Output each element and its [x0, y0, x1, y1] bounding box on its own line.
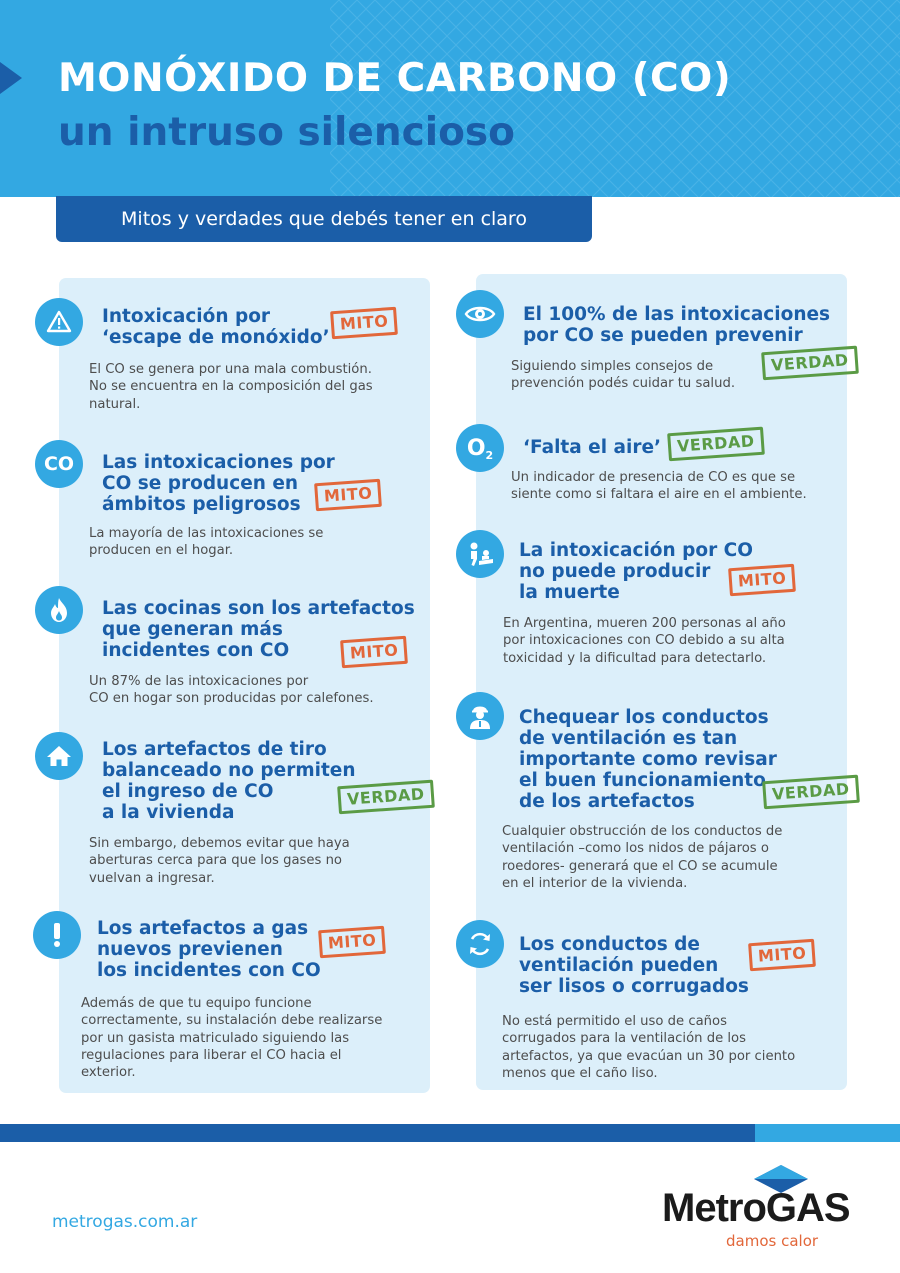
item-title: La intoxicación por CO no puede producir la muerte [519, 540, 753, 603]
item-body: Sin embargo, debemos evitar que haya aberturas cerca para que los gases no vuelvan a ingresar. [89, 836, 350, 886]
item-body: Siguiendo simples consejos de prevención podés cuidar tu salud. [511, 359, 736, 392]
cycle-arrows-icon [456, 920, 504, 968]
mito-stamp: MITO [314, 479, 382, 512]
header-arrow-marker [0, 62, 22, 94]
verdad-stamp: VERDAD [761, 346, 858, 381]
flame-icon [35, 586, 83, 634]
item-title: ‘Falta el aire’ [523, 437, 662, 458]
logo-tagline: damos calor [726, 1232, 819, 1250]
item-body: Cualquier obstrucción de los conductos de ventilación –como los nidos de pájaros o roedores- generará que el CO se acumule en el interior de la vivienda. [502, 824, 783, 891]
item-body: La mayoría de las intoxicaciones se producen en el hogar. [89, 526, 324, 559]
item-title: Chequear los conductos de ventilación es tan importante como revisar el buen funcionamiento de los artefactos [519, 707, 777, 812]
verdad-stamp: VERDAD [667, 427, 764, 462]
mito-stamp: MITO [728, 564, 796, 597]
item-title: Los artefactos a gas nuevos previenen los incidentes con CO [97, 918, 321, 981]
mito-stamp: MITO [748, 939, 816, 972]
verdad-stamp: VERDAD [762, 775, 859, 810]
mito-stamp: MITO [340, 636, 408, 669]
exclamation-icon [33, 911, 81, 959]
warning-icon [35, 298, 83, 346]
item-title: El 100% de las intoxicaciones por CO se pueden prevenir [523, 304, 831, 346]
fainting-person-icon [456, 530, 504, 578]
mito-stamp: MITO [330, 307, 398, 340]
item-body: Además de que tu equipo funcione correctamente, su instalación debe realizarse por un gasista matriculado siguiendo las regulaciones para liberar el CO hacia el exterior. [81, 996, 383, 1081]
metrogas-logo: MetroGAS [662, 1186, 850, 1230]
item-body: Un indicador de presencia de CO es que se siente como si faltara el aire en el ambiente. [511, 470, 807, 503]
verdad-stamp: VERDAD [337, 780, 434, 815]
header-banner [0, 0, 900, 197]
page-subtitle: un intruso silencioso [58, 110, 515, 155]
item-title: Intoxicación por ‘escape de monóxido’ [102, 306, 330, 348]
item-body: Un 87% de las intoxicaciones por CO en hogar son producidas por calefones. [89, 674, 374, 707]
website-link[interactable]: metrogas.com.ar [52, 1212, 198, 1232]
section-heading: Mitos y verdades que debés tener en claro [56, 196, 592, 242]
co-icon: CO [35, 440, 83, 488]
footer-band-accent [755, 1124, 900, 1142]
item-body: El CO se genera por una mala combustión. No se encuentra en la composición del gas natural. [89, 362, 373, 412]
oxygen-icon: O 2 [456, 424, 504, 472]
item-title: Los conductos de ventilación pueden ser lisos o corrugados [519, 934, 749, 997]
technician-icon [456, 692, 504, 740]
item-title: Las cocinas son los artefactos que generan más incidentes con CO [102, 598, 415, 661]
item-body: En Argentina, mueren 200 personas al año por intoxicaciones con CO debido a su alta toxicidad y la dificultad para detectarlo. [503, 616, 786, 666]
mito-stamp: MITO [318, 926, 386, 959]
item-body: No está permitido el uso de caños corrugados para la ventilación de los artefactos, ya que evacúan un 30 por ciento menos que el caño liso. [502, 1014, 796, 1081]
item-title: Los artefactos de tiro balanceado no permiten el ingreso de CO a la vivienda [102, 739, 356, 823]
eye-icon [456, 290, 504, 338]
page-title: MONÓXIDO DE CARBONO (CO) [58, 56, 732, 101]
house-icon [35, 732, 83, 780]
item-title: Las intoxicaciones por CO se producen en ámbitos peligrosos [102, 452, 335, 515]
